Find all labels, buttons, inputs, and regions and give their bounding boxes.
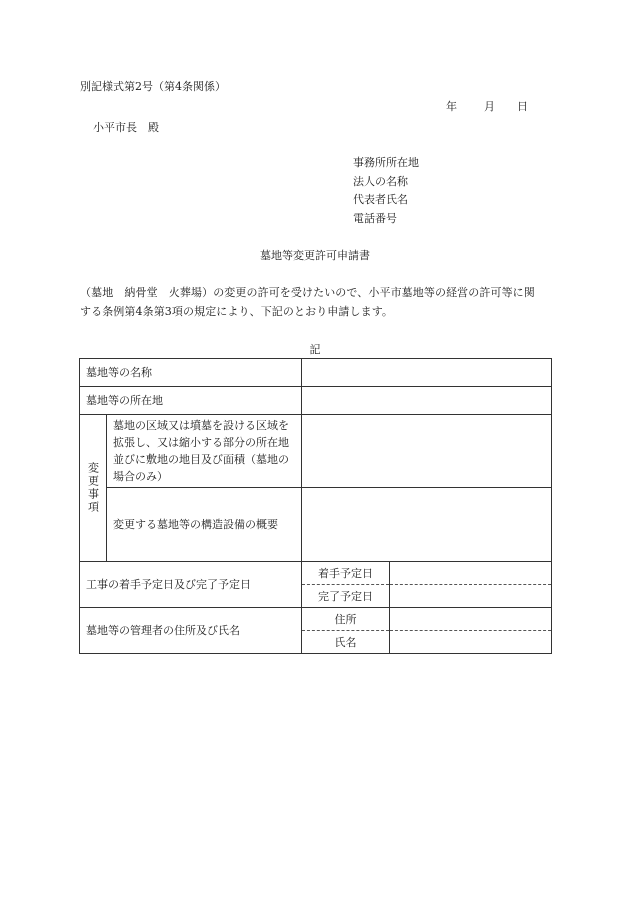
date-year-label: 年 <box>446 100 457 113</box>
table-row <box>80 359 552 387</box>
name-label: 墓地等の名称 <box>80 359 302 387</box>
addressee: 小平市長 殿 <box>93 121 159 134</box>
change-items-label: 変更事項 <box>80 415 107 562</box>
completion-date-label: 完了予定日 <box>302 585 390 608</box>
form-number: 別記様式第2号（第4条関係） <box>80 80 226 93</box>
structure-change-value-cell[interactable] <box>302 488 552 562</box>
office-address-label: 事務所所在地 <box>353 156 419 169</box>
document-title: 墓地等変更許可申請書 <box>260 249 370 262</box>
date-month-label: 月 <box>484 100 495 113</box>
manager-name-value-cell[interactable] <box>390 631 552 654</box>
representative-name-label: 代表者氏名 <box>353 193 408 206</box>
ki-heading: 記 <box>309 343 321 356</box>
body-text: （墓地 納骨堂 火葬場）の変更の許可を受けたいので、小平市墓地等の経営の許可等に関 する条例第4条第3項の規定により、下記のとおり申請します。 <box>80 286 535 318</box>
area-change-label: 墓地の区域又は墳墓を設ける区域を拡張し、又は縮小する部分の所在地並びに敷地の地目及び面積（墓地の場合のみ） <box>107 415 302 488</box>
completion-date-value-cell[interactable] <box>390 585 552 608</box>
address-label: 住所 <box>302 608 390 631</box>
name-value-cell[interactable] <box>302 359 552 387</box>
address-value-cell[interactable] <box>390 608 552 631</box>
table-row <box>80 387 552 415</box>
start-date-label: 着手予定日 <box>302 562 390 585</box>
area-change-value-cell[interactable] <box>302 415 552 488</box>
corporation-name-label: 法人の名称 <box>353 175 408 188</box>
name-sub-label: 氏名 <box>302 631 390 654</box>
application-table <box>79 358 552 654</box>
phone-number-label: 電話番号 <box>353 212 397 225</box>
location-label: 墓地等の所在地 <box>80 387 302 415</box>
table-row <box>80 415 552 488</box>
manager-label: 墓地等の管理者の住所及び氏名 <box>80 608 302 654</box>
location-value-cell[interactable] <box>302 387 552 415</box>
table-row <box>80 608 552 631</box>
schedule-label: 工事の着手予定日及び完了予定日 <box>80 562 302 608</box>
structure-change-label: 変更する墓地等の構造設備の概要 <box>107 488 302 562</box>
start-date-value-cell[interactable] <box>390 562 552 585</box>
date-day-label: 日 <box>517 100 528 113</box>
table-row <box>80 488 552 562</box>
table-row <box>80 562 552 585</box>
